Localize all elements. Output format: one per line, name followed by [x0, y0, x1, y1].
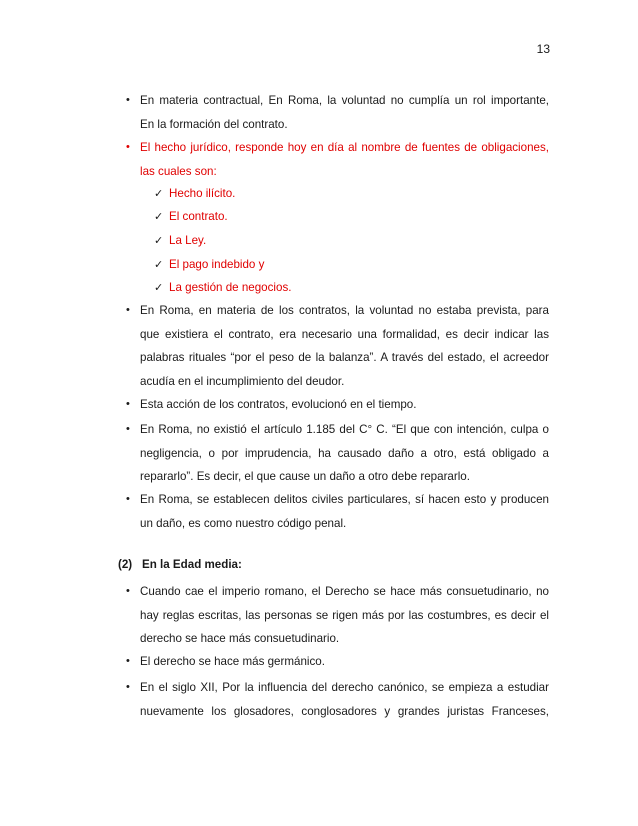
bullet-line: Esta acción de los contratos, evolucionó en el tiempo.: [140, 398, 417, 411]
bullet-line: El derecho se hace más germánico.: [140, 655, 325, 668]
section-number: (2): [118, 558, 133, 571]
page-number: 13: [536, 42, 550, 56]
check-item-label: El pago indebido y: [169, 258, 265, 271]
bullet-line: En Roma, no existió el artículo 1.185 del C° C. “El que con intención, culpa o: [140, 423, 549, 436]
bullet-line: En el siglo XII, Por la influencia del derecho canónico, se empieza a estudiar: [140, 681, 549, 694]
bullet-item: [126, 676, 549, 723]
bullet-line: palabras rituales “por el peso de la balanza”. A través del estado, el acreedor: [140, 351, 549, 364]
check-item-label: El contrato.: [169, 210, 228, 223]
bullet-item: [126, 488, 549, 535]
bullet-line: las cuales son:: [140, 164, 217, 178]
bullet-line: que existiera el contrato, era necesario una formalidad, es decir indicar las: [140, 327, 549, 341]
bullet-line: acudía en el incumplimiento del deudor.: [140, 374, 345, 388]
checkmark-icon: ✓: [154, 188, 164, 200]
check-item: [154, 229, 206, 254]
section-heading: [118, 553, 242, 577]
checkmark-icon: ✓: [154, 211, 164, 223]
checkmark-icon: ✓: [154, 259, 164, 271]
bullet-icon: •: [126, 398, 130, 410]
checkmark-icon: ✓: [154, 235, 164, 247]
check-item-label: La Ley.: [169, 234, 207, 247]
bullet-line: En Roma, se establecen delitos civiles particulares, sí hacen esto y producen: [140, 493, 549, 506]
bullet-icon: •: [126, 681, 130, 693]
bullet-line: nuevamente los glosadores, conglosadores y grandes juristas Franceses,: [140, 704, 549, 718]
bullet-icon: •: [126, 655, 130, 667]
bullet-item: [126, 299, 549, 393]
check-item: [154, 253, 264, 278]
bullet-item: [126, 89, 549, 136]
bullet-item: [126, 393, 549, 417]
bullet-line: En Roma, en materia de los contratos, la voluntad no estaba prevista, para: [140, 304, 549, 317]
bullet-item: [126, 580, 549, 651]
bullet-icon: •: [126, 141, 130, 153]
bullet-line: negligencia, o por imprudencia, ha causado daño a otro, está obligado a: [140, 446, 549, 460]
bullet-line: un daño, es como nuestro código penal.: [140, 516, 347, 530]
bullet-line: Cuando cae el imperio romano, el Derecho se hace más consuetudinario, no: [140, 585, 549, 598]
bullet-item: [126, 650, 549, 674]
bullet-line: El hecho jurídico, responde hoy en día al nombre de fuentes de obligaciones,: [140, 141, 549, 154]
check-item: [154, 276, 291, 301]
bullet-line: En materia contractual, En Roma, la voluntad no cumplía un rol importante,: [140, 94, 549, 107]
check-item-label: Hecho ilícito.: [169, 187, 236, 200]
check-item: [154, 205, 228, 230]
bullet-line: En la formación del contrato.: [140, 117, 288, 131]
section-title: En la Edad media:: [142, 558, 242, 571]
bullet-line: repararlo”. Es decir, el que cause un daño a otro debe repararlo.: [140, 470, 470, 483]
bullet-icon: •: [126, 304, 130, 316]
bullet-icon: •: [126, 423, 130, 435]
checkmark-icon: ✓: [154, 282, 164, 294]
bullet-icon: •: [126, 493, 130, 505]
bullet-item: [126, 136, 549, 183]
bullet-item: [126, 418, 549, 489]
bullet-icon: •: [126, 94, 130, 106]
bullet-icon: •: [126, 585, 130, 597]
bullet-line: derecho se hace más consuetudinario.: [140, 632, 340, 645]
check-item-label: La gestión de negocios.: [169, 281, 292, 294]
bullet-line: hay reglas escritas, las personas se rigen más por las costumbres, es decir el: [140, 608, 549, 622]
check-item: [154, 182, 235, 207]
